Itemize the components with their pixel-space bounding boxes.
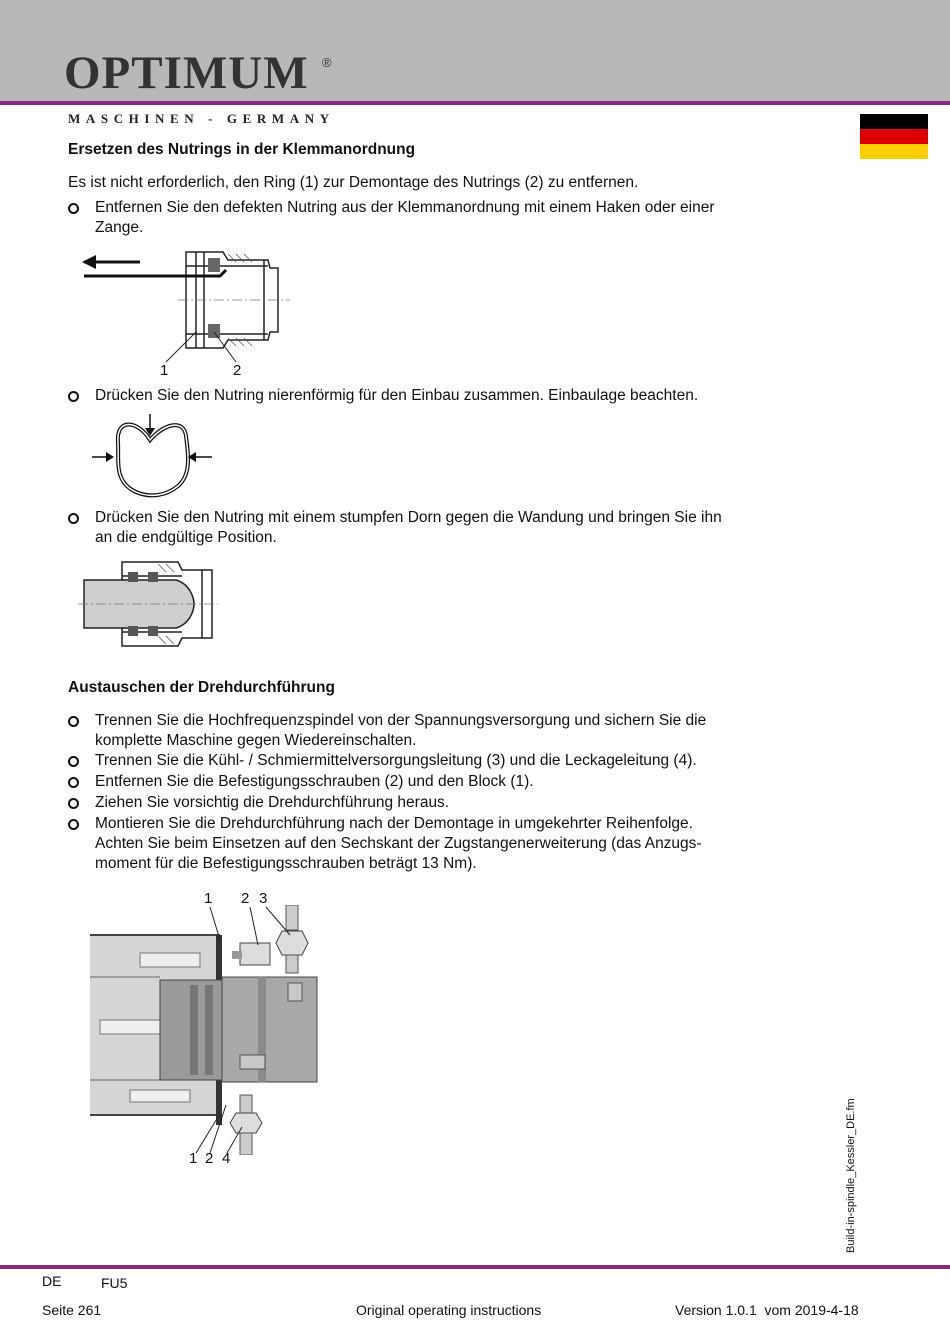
bullet-item — [68, 772, 768, 792]
section-heading-rotary-union: Austauschen der Drehdurchführung — [68, 679, 335, 696]
bullet-text: Montieren Sie die Drehdurchführung nach der Demontage in umgekehrter Reihenfolge. Achten Sie beim Einsetzen auf den Sechskant der Zugstangenerweiterung (das Anzugs- moment für die Befestigungsschrauben beträgt 13 Nm). — [95, 815, 702, 872]
figure-label: 3 — [259, 890, 268, 907]
rotary-union-figure — [90, 905, 330, 1155]
bullet-icon — [68, 203, 79, 214]
footer-language: DE — [42, 1273, 62, 1289]
source-filename: Build-in-spindle_Kessler_DE.fm — [845, 1098, 857, 1253]
bullet-icon — [68, 798, 79, 809]
bullet-text: Entfernen Sie den defekten Nutring aus der Klemmanordnung mit einem Haken oder einer Zange. — [95, 199, 715, 236]
figure-label: 4 — [222, 1150, 231, 1167]
bullet-icon — [68, 819, 79, 830]
brand-logo: OPTIMUM — [64, 47, 309, 99]
footer-model: FU5 — [101, 1275, 128, 1291]
figure-label: 1 — [160, 362, 169, 379]
bullet-text: Trennen Sie die Hochfrequenzspindel von der Spannungsversorgung und sichern Sie die komplette Maschine gegen Wiedereinschalten. — [95, 712, 707, 749]
bullet-text: Ziehen Sie vorsichtig die Drehdurchführung heraus. — [95, 794, 450, 811]
kidney-ring-figure — [88, 412, 218, 500]
figure-label: 2 — [233, 362, 242, 379]
section-heading-nutring: Ersetzen des Nutrings in der Klemmanordnung — [68, 141, 416, 158]
bullet-text: Drücken Sie den Nutring nierenförmig für den Einbau zusammen. Einbaulage beachten. — [95, 387, 699, 404]
bullet-icon — [68, 756, 79, 767]
ring-removal-figure — [78, 240, 293, 380]
bullet-item — [68, 814, 768, 874]
footer-version: Version 1.0.1 vom 2019-4-18 — [675, 1302, 859, 1318]
figure-label: 1 — [204, 890, 213, 907]
footer-doc-type: Original operating instructions — [356, 1302, 542, 1318]
intro-paragraph: Es ist nicht erforderlich, den Ring (1) zur Demontage des Nutrings (2) zu entfernen. — [68, 174, 639, 191]
bullet-text: Entfernen Sie die Befestigungsschrauben (2) und den Block (1). — [95, 773, 534, 790]
brand-tagline: MASCHINEN - GERMANY — [68, 111, 335, 126]
bullet-item — [68, 198, 768, 238]
bullet-icon — [68, 716, 79, 727]
header-rule — [0, 101, 950, 105]
footer-rule — [0, 1265, 950, 1269]
figure-label: 2 — [205, 1150, 214, 1167]
bullet-icon — [68, 777, 79, 788]
bullet-item — [68, 711, 768, 751]
registered-mark: ® — [322, 55, 332, 70]
bullet-icon — [68, 513, 79, 524]
bullet-text: Drücken Sie den Nutring mit einem stumpfen Dorn gegen die Wandung und bringen Sie ihn an die endgültige Position. — [95, 509, 722, 546]
bullet-item — [68, 508, 768, 548]
bullet-text: Trennen Sie die Kühl- / Schmiermittelversorgungsleitung (3) und die Leckageleitung (4). — [95, 752, 697, 769]
german-flag-icon — [860, 114, 928, 159]
bullet-item — [68, 386, 768, 406]
footer-page-number: Seite 261 — [42, 1302, 102, 1318]
figure-label: 1 — [189, 1150, 198, 1167]
bullet-item — [68, 751, 768, 771]
mandrel-figure — [78, 558, 218, 650]
bullet-icon — [68, 391, 79, 402]
bullet-item — [68, 793, 768, 813]
figure-label: 2 — [241, 890, 250, 907]
